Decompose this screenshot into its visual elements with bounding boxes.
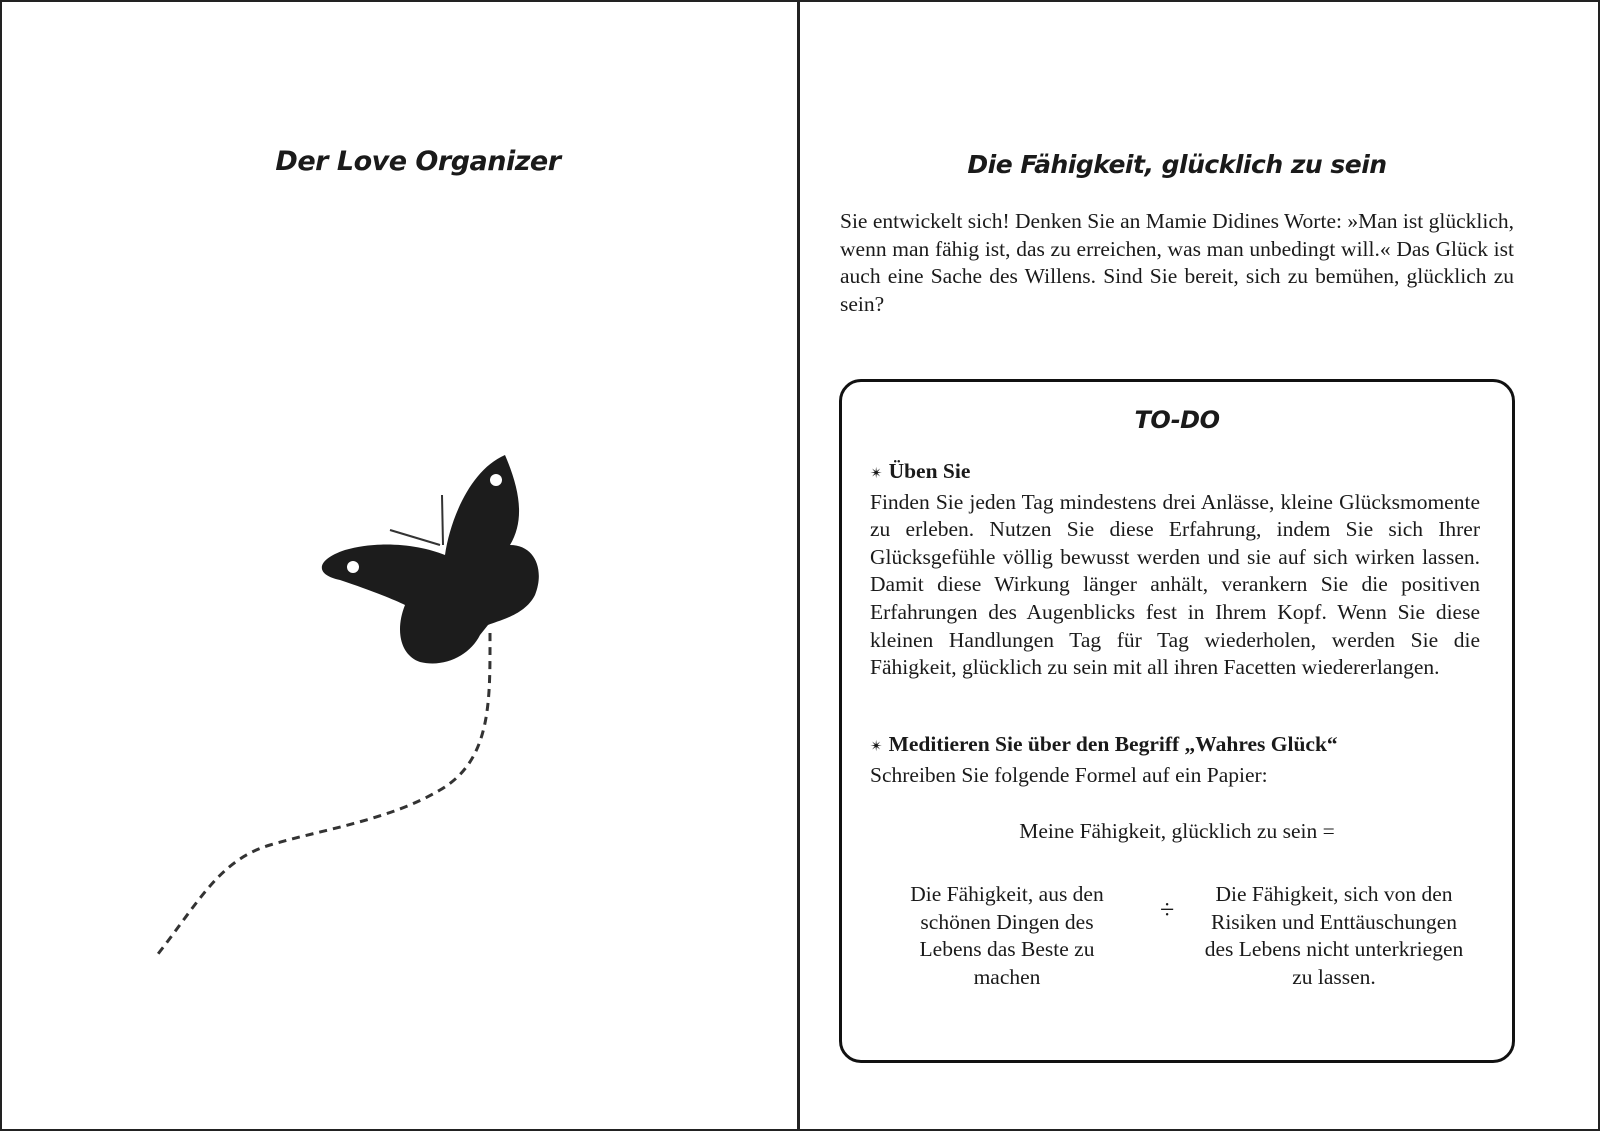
asterisk-icon: ✴: [870, 466, 883, 482]
butterfly-icon: [322, 455, 539, 663]
dashed-flight-path: [158, 633, 490, 954]
formula-numerator: Die Fähigkeit, aus den schönen Dingen des Lebens das Beste zu machen: [910, 882, 1104, 989]
todo-box: [839, 379, 1515, 1063]
todo-item-text: Finden Sie jeden Tag mindestens drei Anlässe, kleine Glücksmomente zu erleben. Nutzen Sie diese Erfahrung, indem Sie sich Ihrer Glücksgefühle völlig bewusst werden und sie auf sich wirken lassen. Damit diese Wirkung länger anhält, verankern Sie die positiven Erfahrungen des Augenblicks fest in Ihrem Kopf. Wenn Sie diese kleinen Handlungen Tag für Tag wiederholen, werden Sie die Fähigkeit, glücklich zu sein mit all ihren Facetten wiedererlangen.: [870, 489, 1480, 680]
formula-lhs: Meine Fähigkeit, glücklich zu sein =: [1019, 819, 1335, 843]
division-sign: ÷: [1160, 895, 1175, 924]
todo-item-heading: Meditieren Sie über den Begriff „Wahres Glück“: [888, 732, 1338, 756]
wing-spot: [490, 474, 502, 486]
right-page-title: Die Fähigkeit, glücklich zu sein: [967, 150, 1387, 179]
todo-item: [870, 731, 1480, 789]
asterisk-icon: ✴: [870, 739, 883, 755]
intro-paragraph: Sie entwickelt sich! Denken Sie an Mamie Didines Worte: »Man ist glücklich, wenn man fähig ist, das zu erreichen, was man unbedingt will.« Das Glück ist auch eine Sache des Willens. Sind Sie bereit, sich zu bemühen, glücklich zu sein?: [840, 209, 1514, 316]
todo-heading: TO-DO: [1134, 406, 1220, 434]
todo-item-text: Schreiben Sie folgende Formel auf ein Papier:: [870, 762, 1268, 787]
butterfly-illustration: [140, 430, 560, 970]
wing-spot: [347, 561, 359, 573]
formula-denominator: Die Fähigkeit, sich von den Risiken und Enttäuschungen des Lebens nicht unterkriegen zu lassen.: [1204, 882, 1464, 989]
todo-item: [870, 458, 1480, 682]
left-page-title: Der Love Organizer: [275, 146, 561, 177]
page-divider: [797, 0, 800, 1131]
todo-item-heading: Üben Sie: [888, 459, 971, 483]
